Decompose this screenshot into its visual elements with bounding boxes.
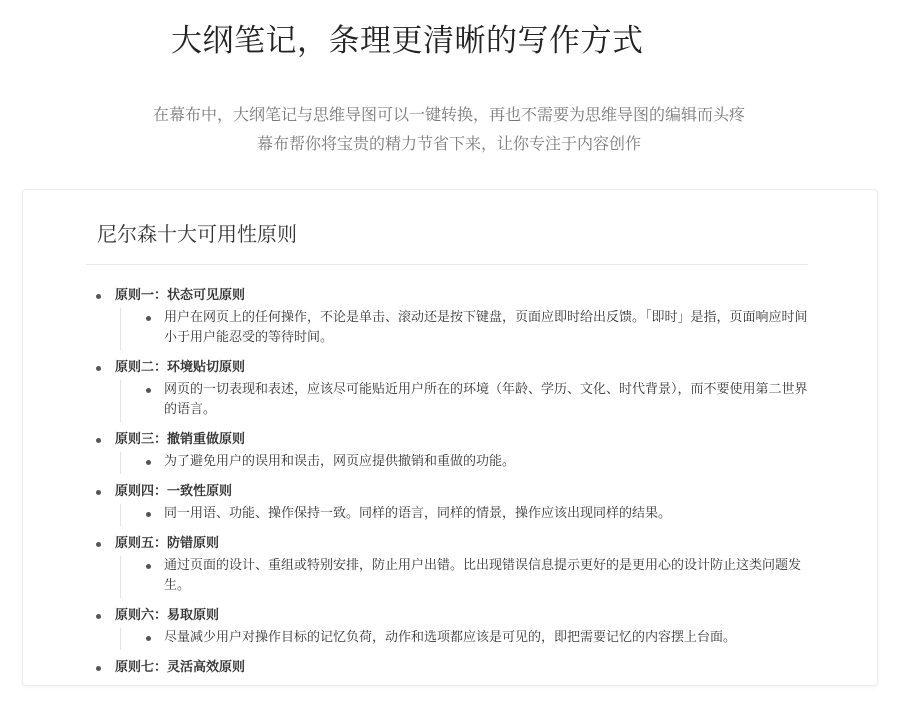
outline-children [120, 628, 813, 650]
outline-children [120, 504, 813, 526]
outline-node[interactable] [93, 286, 813, 350]
outline-children [120, 452, 813, 474]
outline-children [120, 556, 813, 598]
bullet-dot-icon[interactable] [96, 666, 101, 671]
outline-node-label[interactable]: 原则六：易取原则 [115, 608, 220, 623]
hero-subtitle-line1: 在幕布中，大纲笔记与思维导图可以一键转换，再也不需要为思维导图的编辑而头疼 [152, 105, 745, 124]
outline-child-text[interactable]: 网页的一切表现和表述，应该尽可能贴近用户所在的环境（年龄、学历、文化、时代背景），而不要使用第二世界的语言。 [164, 382, 808, 417]
outline-node-label[interactable]: 原则五：防错原则 [115, 536, 220, 551]
hero-title: 大纲笔记，条理更清晰的写作方式 [171, 23, 644, 59]
outline-node-label[interactable]: 原则一：状态可见原则 [115, 288, 246, 303]
title-divider [86, 264, 808, 265]
outline-child-text[interactable]: 尽量减少用户对操作目标的记忆负荷，动作和选项都应该是可见的，即把需要记忆的内容摆上台面。 [164, 630, 737, 645]
outline-node[interactable] [93, 658, 813, 678]
outline-node-label[interactable]: 原则四：一致性原则 [115, 484, 233, 499]
bullet-dot-icon[interactable] [146, 636, 151, 641]
document-title[interactable]: 尼尔森十大可用性原则 [97, 222, 297, 246]
outline-list [93, 286, 813, 686]
bullet-dot-icon[interactable] [96, 294, 101, 299]
outline-child-node[interactable] [144, 556, 813, 596]
outline-children [120, 308, 813, 350]
outline-child-text[interactable]: 为了避免用户的误用和误击，网页应提供撤销和重做的功能。 [164, 454, 516, 469]
outline-child-text[interactable]: 用户在网页上的任何操作，不论是单击、滚动还是按下键盘，页面应即时给出反馈。「即时」是指，页面响应时间小于用户能忍受的等待时间。 [164, 310, 808, 345]
bullet-dot-icon[interactable] [146, 512, 151, 517]
bullet-dot-icon[interactable] [96, 438, 101, 443]
outline-node-label[interactable]: 原则七：灵活高效原则 [115, 660, 246, 675]
outline-child-node[interactable] [144, 380, 813, 420]
hero-subtitle-line2: 幕布帮你将宝贵的精力节省下来，让你专注于内容创作 [256, 134, 641, 153]
outline-node[interactable] [93, 358, 813, 422]
outline-node-label[interactable]: 原则二：环境贴切原则 [115, 360, 246, 375]
bullet-dot-icon[interactable] [146, 564, 151, 569]
outline-node[interactable] [93, 534, 813, 598]
outline-node[interactable] [93, 482, 813, 526]
outline-child-node[interactable] [144, 504, 813, 524]
bullet-dot-icon[interactable] [146, 316, 151, 321]
bullet-dot-icon[interactable] [96, 490, 101, 495]
outline-child-text[interactable]: 通过页面的设计、重组或特别安排，防止用户出错。比出现错误信息提示更好的是更用心的设计防止这类问题发生。 [164, 558, 802, 593]
outline-children [120, 380, 813, 422]
outline-node-label[interactable]: 原则三：撤销重做原则 [115, 432, 246, 447]
outline-child-node[interactable] [144, 308, 813, 348]
bullet-dot-icon[interactable] [146, 460, 151, 465]
bullet-dot-icon[interactable] [96, 366, 101, 371]
outline-child-node[interactable] [144, 452, 813, 472]
bullet-dot-icon[interactable] [146, 388, 151, 393]
outline-node[interactable] [93, 430, 813, 474]
bullet-dot-icon[interactable] [96, 614, 101, 619]
outline-child-node[interactable] [144, 628, 813, 648]
outline-preview-card [22, 189, 878, 686]
outline-child-text[interactable]: 同一用语、功能、操作保持一致。同样的语言，同样的情景，操作应该出现同样的结果。 [164, 506, 672, 521]
outline-node[interactable] [93, 606, 813, 650]
bullet-dot-icon[interactable] [96, 542, 101, 547]
